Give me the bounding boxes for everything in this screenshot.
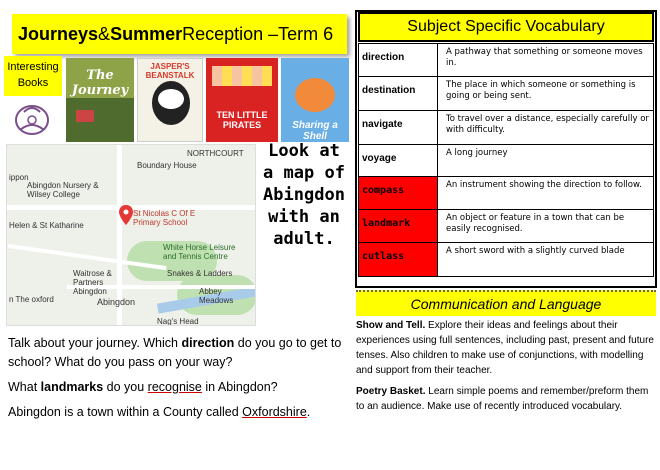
journey-question-2: What landmarks do you recognise in Abingdon? (8, 380, 278, 394)
map-label: White Horse Leisure and Tennis Centre (163, 243, 236, 261)
map-pin-icon (119, 205, 133, 225)
book-cover-ten-little-pirates (206, 58, 278, 142)
vocab-term: landmark (359, 210, 438, 243)
vocab-table (358, 43, 654, 277)
book-title: JASPER'S BEANSTALK (145, 62, 195, 80)
vocab-row (359, 145, 654, 177)
vocab-term: cutlass (359, 243, 438, 277)
journey-question-1: Talk about your journey. Which direction do you go to get to school? What do you pass on your way? (8, 336, 342, 369)
vocab-row (359, 210, 654, 243)
title-summer: Summer (110, 23, 183, 44)
map-label: Abbey Meadows (199, 287, 234, 305)
vocab-row (359, 77, 654, 111)
vocab-definition: A pathway that something or someone moves in. (438, 44, 654, 77)
vocab-heading: Subject Specific Vocabulary (358, 12, 654, 42)
map-instruction: Look at a map of Abingdon with an adult. (263, 141, 345, 249)
map-label: Waitrose & Partners Abingdon (73, 269, 112, 296)
title-amp: & (98, 23, 111, 44)
map-label: n The oxford (9, 295, 54, 304)
book-title: The Journey (71, 68, 129, 98)
vocab-term: voyage (359, 145, 438, 177)
vocab-term: compass (359, 177, 438, 210)
vocab-definition: The place in which someone or something is going or being sent. (438, 77, 654, 111)
vocab-row (359, 177, 654, 210)
map-label: Abingdon Nursery & Wilsey College (27, 181, 99, 199)
vocab-row (359, 111, 654, 145)
map-label: Abingdon (97, 297, 136, 307)
communication-heading: Communication and Language (356, 290, 656, 316)
vocab-term: direction (359, 44, 438, 77)
book-cover-sharing-a-shell (281, 58, 349, 142)
book-title: Sharing a Shell (292, 120, 338, 142)
vocab-definition: To travel over a distance, especially carefully or with difficulty. (438, 111, 654, 145)
journey-questions (8, 334, 352, 428)
vocab-row (359, 44, 654, 77)
school-crest-icon (12, 100, 52, 138)
book-title: TEN LITTLE PIRATES (216, 110, 268, 130)
vocab-definition: An instrument showing the direction to follow. (438, 177, 654, 210)
map-label: ippon (9, 173, 29, 182)
vocab-term: destination (359, 77, 438, 111)
title-rest: Reception –Term 6 (182, 23, 334, 44)
vocab-definition: An object or feature in a town that can be easily recognised. (438, 210, 654, 243)
map-label: Snakes & Ladders (167, 269, 233, 278)
abingdon-map (6, 144, 256, 326)
map-label: Nag's Head (157, 317, 199, 326)
title-journeys: Journeys (18, 23, 99, 44)
books-label: Interesting Books (4, 56, 62, 96)
book-cover-jaspers-beanstalk (137, 58, 203, 142)
map-label: Boundary House (137, 161, 197, 170)
map-label: NORTHCOURT (187, 149, 244, 158)
title-banner (12, 14, 347, 54)
vocab-term: navigate (359, 111, 438, 145)
vocab-definition: A long journey (438, 145, 654, 177)
map-label: Helen & St Katharine (9, 221, 84, 230)
poetry-basket: Poetry Basket. Learn simple poems and remember/preform them to an audience. Make use of recently introduced vocabulary. (356, 386, 649, 412)
vocab-definition: A short sword with a slightly curved blade (438, 243, 654, 277)
map-label: St Nicolas C Of E Primary School (133, 209, 196, 227)
show-and-tell: Show and Tell. Explore their ideas and feelings about their experiences using full sentences, including past, present and future tenses. Also children to make use of conjunctions, with modelling and support from their teacher. (356, 320, 654, 376)
book-cover-the-journey (66, 58, 134, 142)
vocab-row (359, 243, 654, 277)
communication-body (356, 318, 658, 420)
journey-question-3: Abingdon is a town within a County called Oxfordshire. (8, 405, 311, 419)
